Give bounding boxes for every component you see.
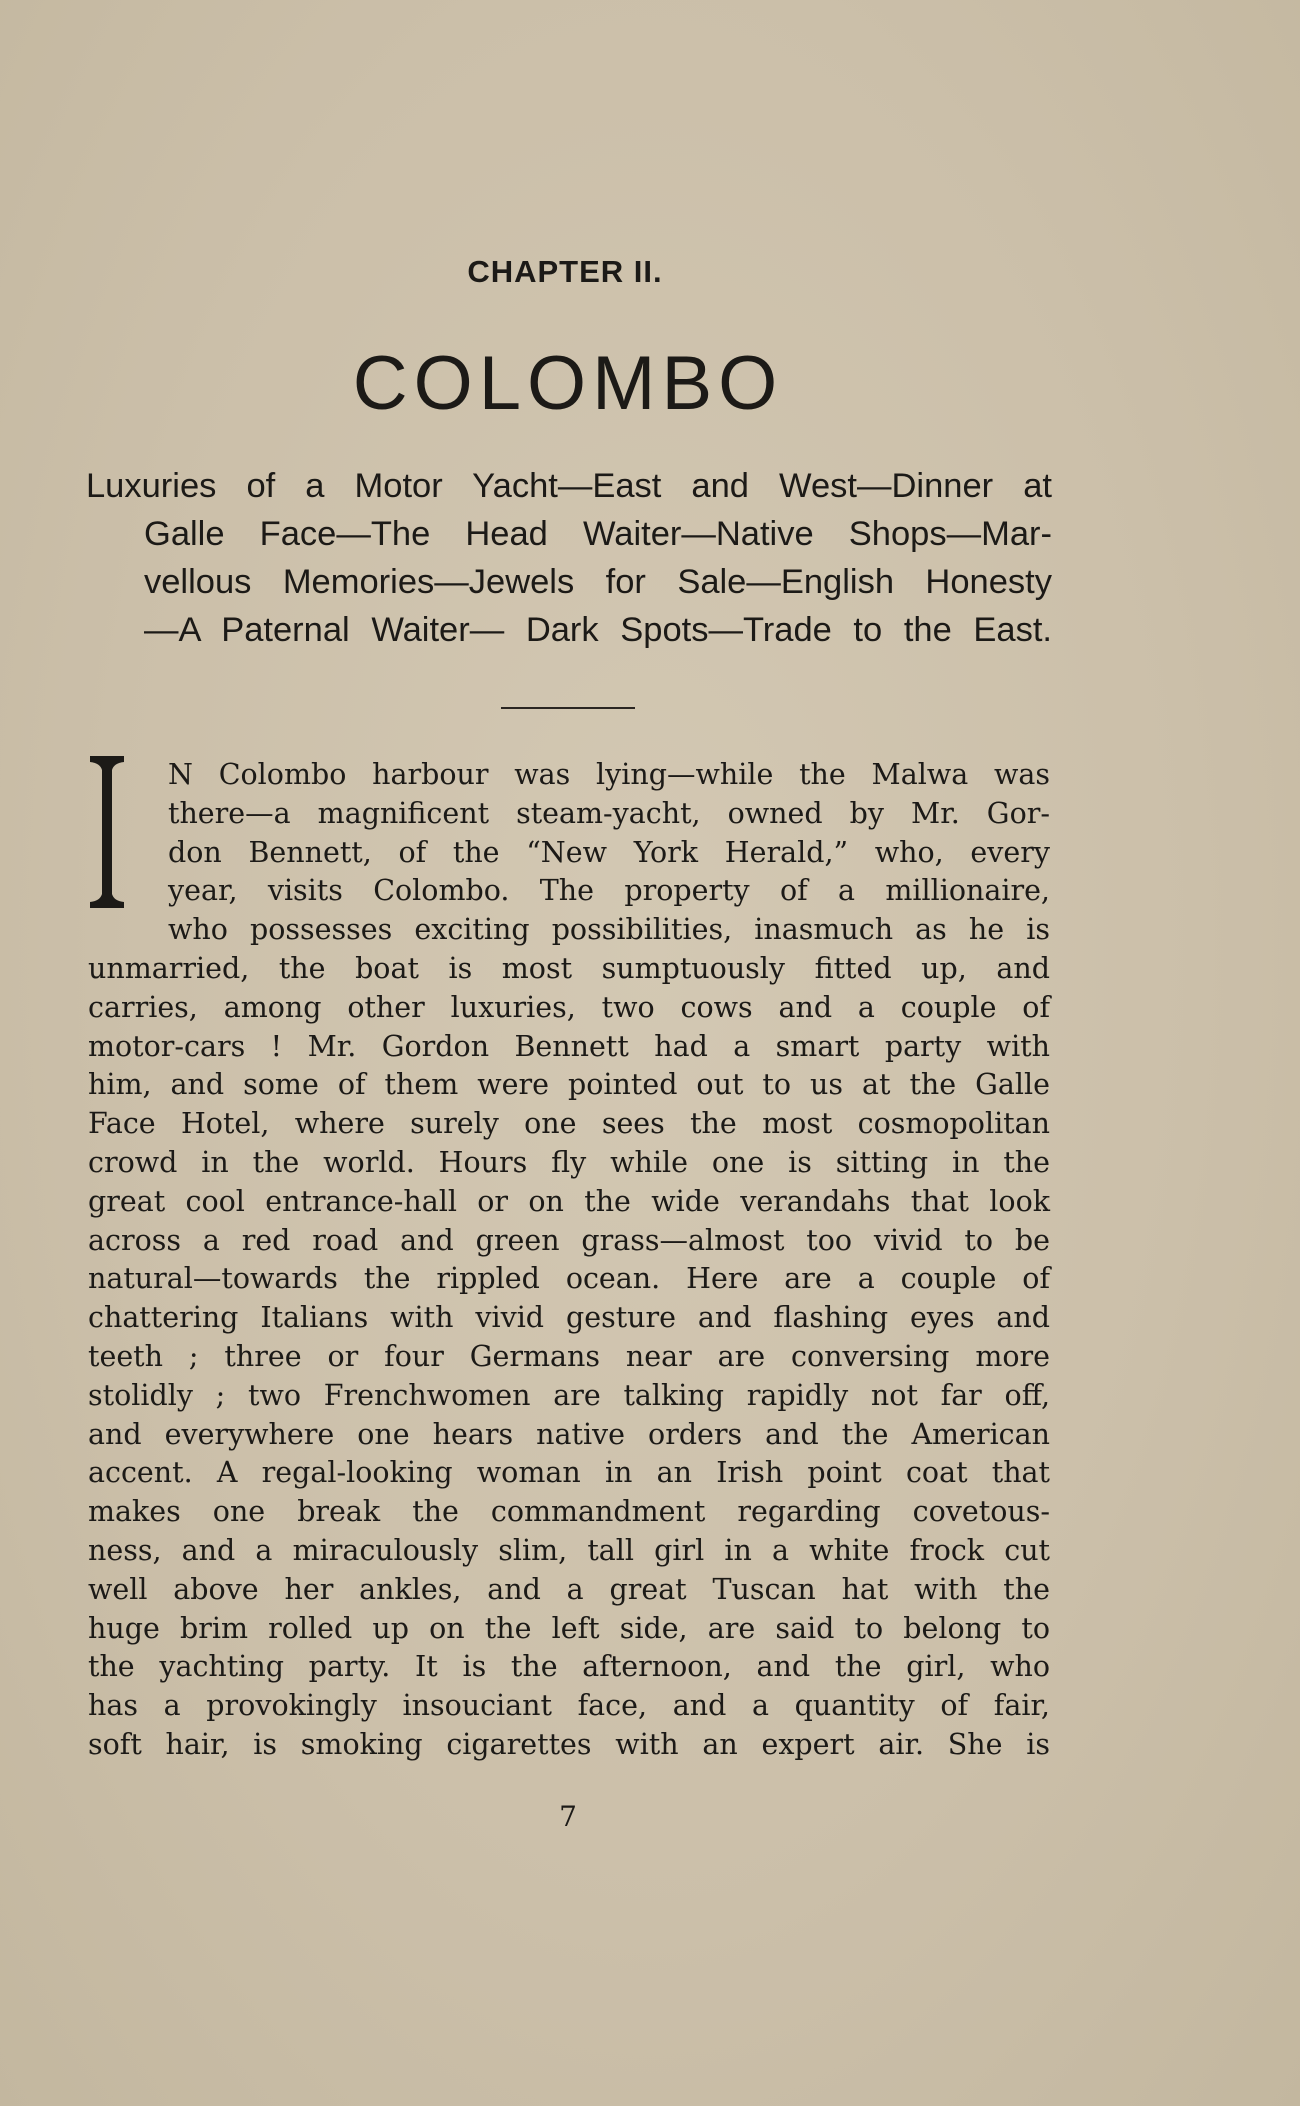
body-line: great cool entrance-hall or on the wide verandahs that look [88, 1184, 1050, 1218]
synopsis-line: vellous Memories—Jewels for Sale—English Honesty [144, 563, 1052, 601]
body-line: teeth ; three or four Germans near are conversing more [88, 1339, 1050, 1373]
body-line: and everywhere one hears native orders and the American [88, 1417, 1050, 1451]
body-line: has a provokingly insouciant face, and a quantity of fair, [88, 1689, 1050, 1723]
body-line: the yachting party. It is the afternoon, and the girl, who [88, 1650, 1050, 1684]
body-line: huge brim rolled up on the left side, are said to belong to [88, 1611, 1050, 1645]
body-line: ness, and a miraculously slim, tall girl in a white frock cut [88, 1533, 1050, 1567]
body-line: carries, among other luxuries, two cows and a couple of [88, 990, 1050, 1024]
body-line: unmarried, the boat is most sumptuously fitted up, and [88, 951, 1050, 985]
chapter-label: CHAPTER II. [467, 254, 663, 289]
body-line: Face Hotel, where surely one sees the most cosmopolitan [88, 1107, 1050, 1141]
body-line: don Bennett, of the “New York Herald,” who, every [168, 835, 1050, 869]
body-line: soft hair, is smoking cigarettes with an expert air. She is [88, 1727, 1050, 1761]
body-line: who possesses exciting possibilities, inasmuch as he is [168, 913, 1050, 947]
body-line: motor-cars ! Mr. Gordon Bennett had a smart party with [88, 1029, 1050, 1063]
section-divider [501, 707, 635, 709]
chapter-title: COLOMBO [352, 341, 784, 426]
body-line: there—a magnificent steam-yacht, owned by Mr. Gor- [168, 796, 1050, 830]
body-line: crowd in the world. Hours fly while one is sitting in the [88, 1145, 1050, 1179]
chapter-synopsis [86, 462, 1052, 654]
body-line: makes one break the commandment regarding covetous- [88, 1495, 1050, 1529]
body-text [88, 756, 1050, 1765]
body-line: across a red road and green grass—almost too vivid to be [88, 1223, 1050, 1257]
body-line: well above her ankles, and a great Tuscan hat with the [88, 1572, 1050, 1606]
synopsis-line: —A Paternal Waiter— Dark Spots—Trade to the East. [144, 611, 1052, 649]
body-line: natural—towards the rippled ocean. Here are a couple of [88, 1262, 1050, 1296]
body-line: him, and some of them were pointed out to us at the Galle [88, 1068, 1050, 1102]
synopsis-line: Galle Face—The Head Waiter—Native Shops—Mar- [144, 515, 1052, 553]
body-line: year, visits Colombo. The property of a millionaire, [168, 874, 1050, 908]
page-number: 7 [559, 1800, 577, 1833]
body-line: N Colombo harbour was lying—while the Malwa was [168, 758, 1050, 791]
synopsis-line: Luxuries of a Motor Yacht—East and West—Dinner at [86, 467, 1052, 505]
body-line: accent. A regal-looking woman in an Irish point coat that [88, 1456, 1050, 1490]
body-line: stolidly ; two Frenchwomen are talking rapidly not far off, [88, 1378, 1050, 1412]
body-line: chattering Italians with vivid gesture and flashing eyes and [88, 1301, 1050, 1335]
